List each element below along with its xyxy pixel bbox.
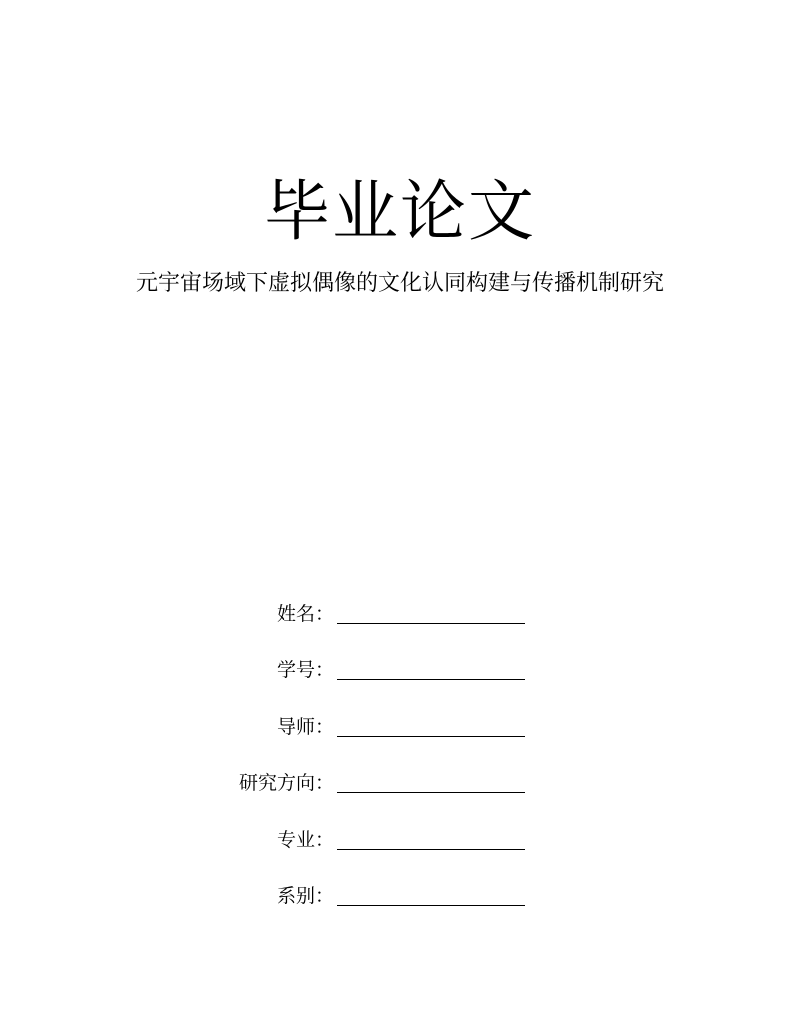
info-row-major [0, 822, 800, 858]
info-row-department [0, 878, 800, 914]
advisor-field[interactable] [337, 736, 525, 737]
department-label: 系别： [276, 885, 334, 907]
major-field[interactable] [337, 849, 525, 850]
info-row-advisor [0, 709, 800, 745]
student-id-field[interactable] [337, 679, 525, 680]
info-row-research-direction [0, 765, 800, 801]
research-direction-field[interactable] [337, 792, 525, 793]
name-label: 姓名： [276, 603, 334, 625]
name-field[interactable] [337, 623, 525, 624]
info-row-name [0, 596, 800, 632]
advisor-label: 导师： [276, 716, 334, 738]
thesis-title: 毕业论文 [264, 173, 536, 250]
department-field[interactable] [337, 905, 525, 906]
info-row-student-id [0, 652, 800, 688]
research-direction-label: 研究方向： [238, 772, 334, 794]
student-id-label: 学号： [276, 659, 334, 681]
major-label: 专业： [276, 829, 334, 851]
thesis-subtitle: 元宇宙场域下虚拟偶像的文化认同构建与传播机制研究 [135, 271, 664, 296]
